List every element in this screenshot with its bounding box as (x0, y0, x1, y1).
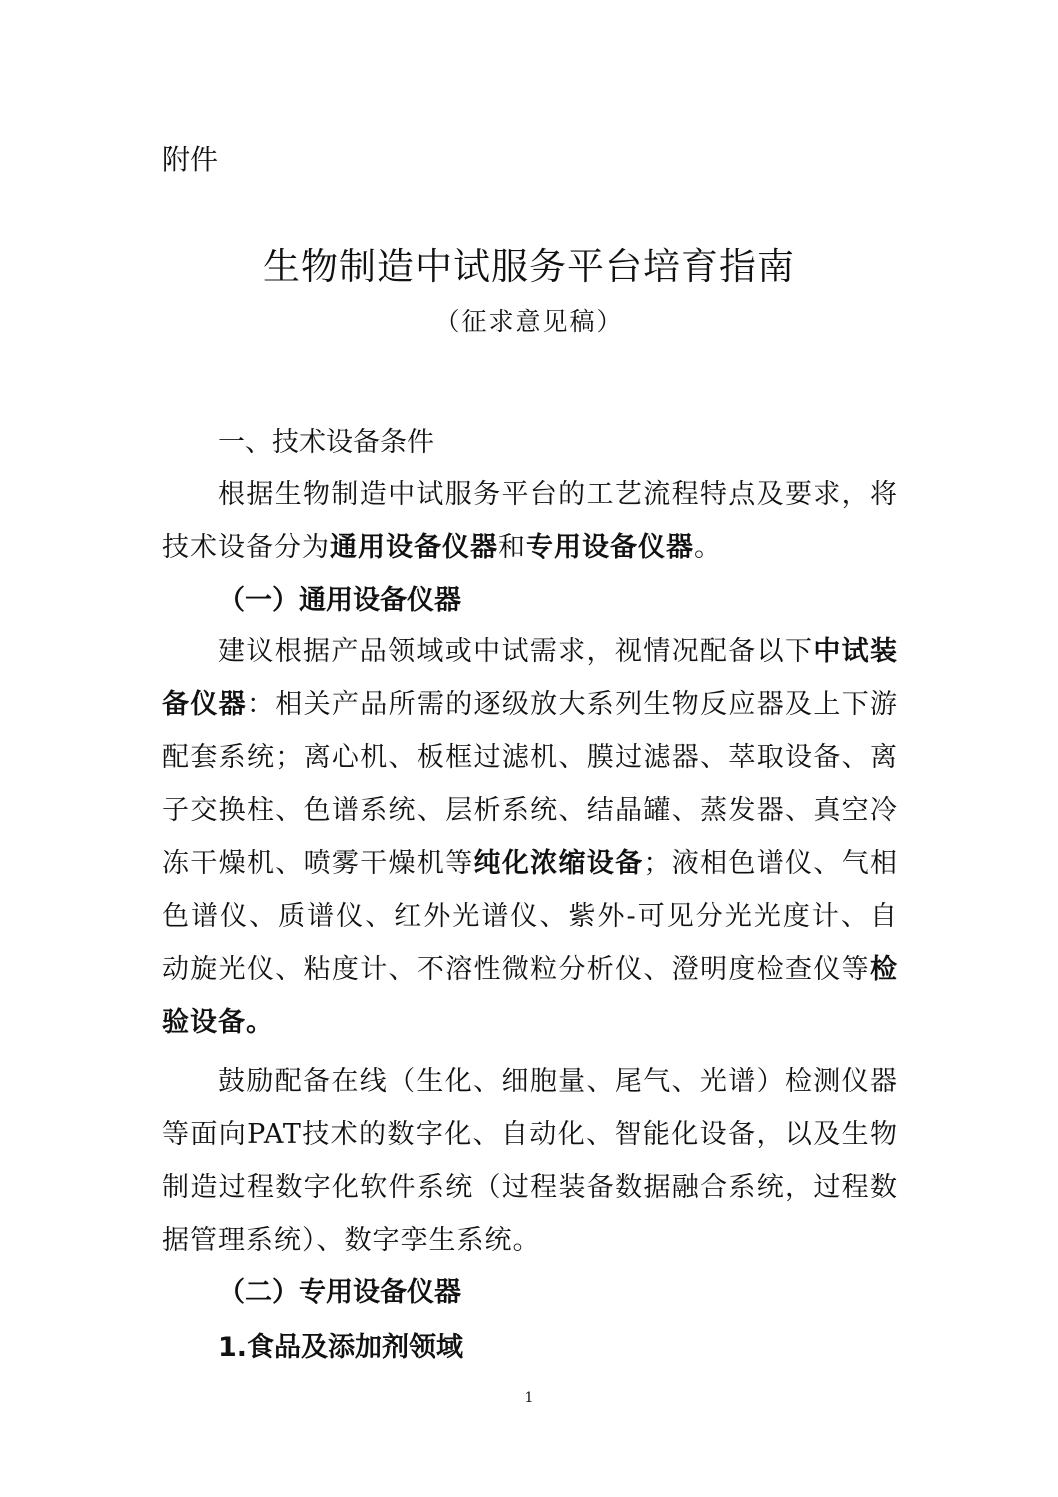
page-number: 1 (524, 1390, 534, 1406)
subsection-heading-special: （二）专用设备仪器 (218, 1277, 461, 1308)
subsection-heading-general: （一）通用设备仪器 (218, 585, 461, 616)
intro-text-2: 和 (498, 532, 526, 563)
item-heading-food-additives: 1.食品及添加剂领域 (218, 1332, 464, 1363)
encourage-paragraph: 鼓励配备在线（生化、细胞量、尾气、光谱）检测仪器等面向PAT技术的数字化、自动化、智能化设备，以及生物制造过程数字化软件系统（过程装备数据融合系统，过程数据管理系统）、数字孪生系统。 (162, 1066, 898, 1256)
general-text-2: ：相关产品所需的逐级放大系列生物反应器及上下游配套系统；离心机、板框过滤机、膜过滤器、萃取设备、离子交换柱、色谱系统、层析系统、结晶罐、蒸发器、真空冷冻干燥机、喷雾干燥机等 (162, 689, 899, 879)
general-bold-inspection-equipment: 检验设备。 (162, 954, 898, 1038)
attachment-label: 附件 (162, 143, 219, 176)
general-bold-purification-equipment: 纯化浓缩设备 (473, 848, 644, 879)
document-subtitle: （征求意见稿） (434, 307, 624, 336)
intro-text-1: 根据生物制造中试服务平台的工艺流程特点及要求，将技术设备分为 (162, 479, 898, 563)
general-text-1: 建议根据产品领域或中试需求，视情况配备以下 (218, 636, 814, 667)
intro-text-3: 。 (694, 532, 722, 563)
intro-bold-special-equipment: 专用设备仪器 (526, 532, 694, 563)
general-equipment-paragraph (162, 625, 898, 1049)
document-title: 生物制造中试服务平台培育指南 (263, 245, 795, 288)
section-heading-technical-equipment: 一、技术设备条件 (218, 427, 434, 458)
general-bold-pilot-equipment: 中试装备仪器 (162, 636, 899, 720)
general-text-3: ；液相色谱仪、气相色谱仪、质谱仪、红外光谱仪、紫外-可见分光光度计、自动旋光仪、粘度计、不溶性微粒分析仪、澄明度检查仪等 (162, 848, 899, 985)
intro-paragraph (162, 468, 898, 574)
intro-bold-general-equipment: 通用设备仪器 (330, 532, 498, 563)
